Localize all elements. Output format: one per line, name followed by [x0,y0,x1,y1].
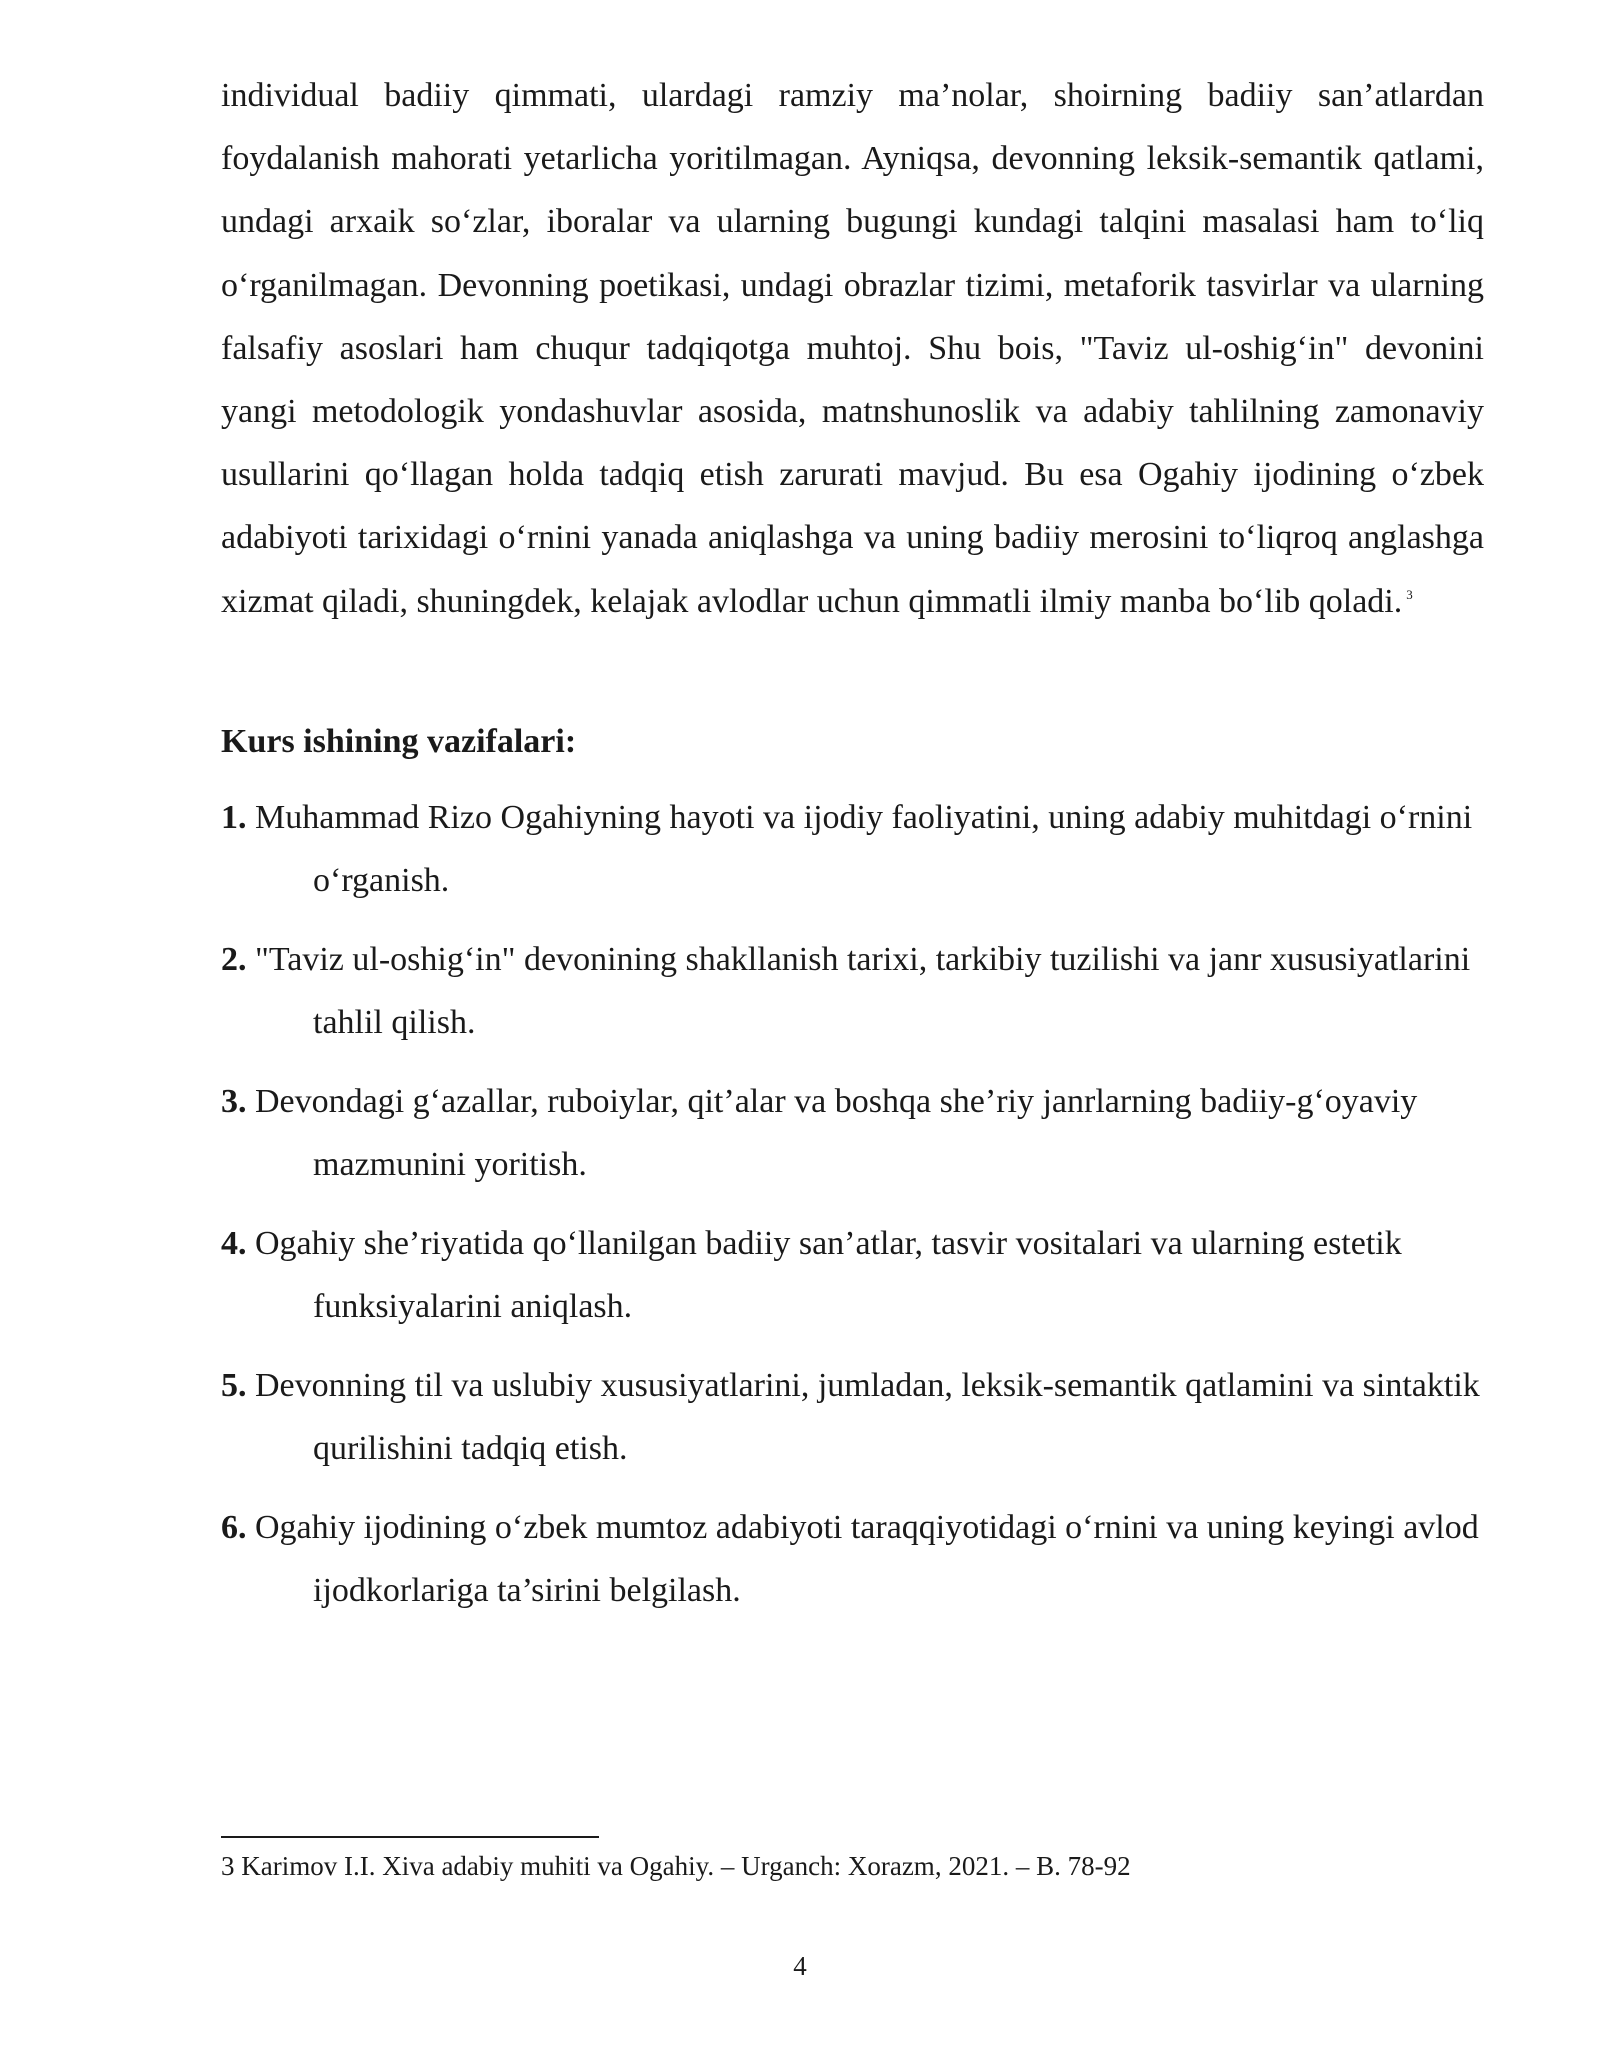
task-item-6 [221,1496,1484,1622]
footnote-separator [221,1836,599,1838]
page-number: 4 [793,1951,807,1981]
task-item-5 [221,1354,1484,1480]
task-text: Ogahiy she’riyatida qo‘llanilgan badiiy san’atlar, tasvir vositalari va ularning estetik funksiyalarini aniqlash. [255,1225,1402,1325]
task-item-1 [221,786,1484,912]
task-number: 4. [221,1225,247,1262]
body-paragraph [221,64,1484,633]
section-heading: Kurs ishining vazifalari: [221,723,577,760]
task-number: 6. [221,1509,247,1546]
task-item-3 [221,1070,1484,1196]
task-number: 3. [221,1083,247,1120]
task-text: Devonning til va uslubiy xususiyatlarini, jumladan, leksik-semantik qatlamini va sintaktik qurilishini tadqiq etish. [255,1367,1480,1467]
task-item-2 [221,928,1484,1054]
task-text: Muhammad Rizo Ogahiyning hayoti va ijodiy faoliyatini, uning adabiy muhitdagi o‘rnini o‘rganish. [255,799,1473,899]
task-list [221,786,1484,1638]
task-number: 2. [221,941,247,978]
footnote-reference[interactable]: 3 [1406,587,1413,603]
task-item-4 [221,1212,1484,1338]
body-paragraph-text: individual badiiy qimmati, ulardagi ramziy ma’nolar, shoirning badiiy san’atlardan foydalanish mahorati yetarlicha yoritilmagan. Ayniqsa, devonning leksik-semantik qatlami, undagi arxaik so‘zlar, iboralar va ularning bugungi kundagi talqini masalasi ham to‘liq o‘rganilmagan. Devonning poetikasi, undagi obrazlar tizimi, metaforik tasvirlar va ularning falsafiy asoslari ham chuqur tadqiqotga muhtoj. Shu bois, "Taviz ul-oshig‘in" devonini yangi metodologik yondashuvlar asosida, matnshunoslik va adabiy tahlilning zamonaviy usullarini qo‘llagan holda tadqiq etish zarurati mavjud. Bu esa Ogahiy ijodining o‘zbek adabiyoti tarixidagi o‘rnini yanada aniqlashga va uning badiiy merosini to‘liqroq anglashga xizmat qiladi, shuningdek, kelajak avlodlar uchun qimmatli ilmiy manba bo‘lib qoladi. [221,77,1484,620]
task-number: 1. [221,799,247,836]
task-text: "Taviz ul-oshig‘in" devonining shakllanish tarixi, tarkibiy tuzilishi va janr xususiyatlarini tahlil qilish. [255,941,1471,1041]
task-text: Ogahiy ijodining o‘zbek mumtoz adabiyoti taraqqiyotidagi o‘rnini va uning keyingi avlod ijodkorlariga ta’sirini belgilash. [255,1509,1479,1609]
task-number: 5. [221,1367,247,1404]
footnote: 3 Karimov I.I. Xiva adabiy muhiti va Ogahiy. – Urganch: Xorazm, 2021. – B. 78-92 [221,1851,1131,1881]
task-text: Devondagi g‘azallar, ruboiylar, qit’alar va boshqa she’riy janrlarning badiiy-g‘oyaviy mazmunini yoritish. [255,1083,1418,1183]
